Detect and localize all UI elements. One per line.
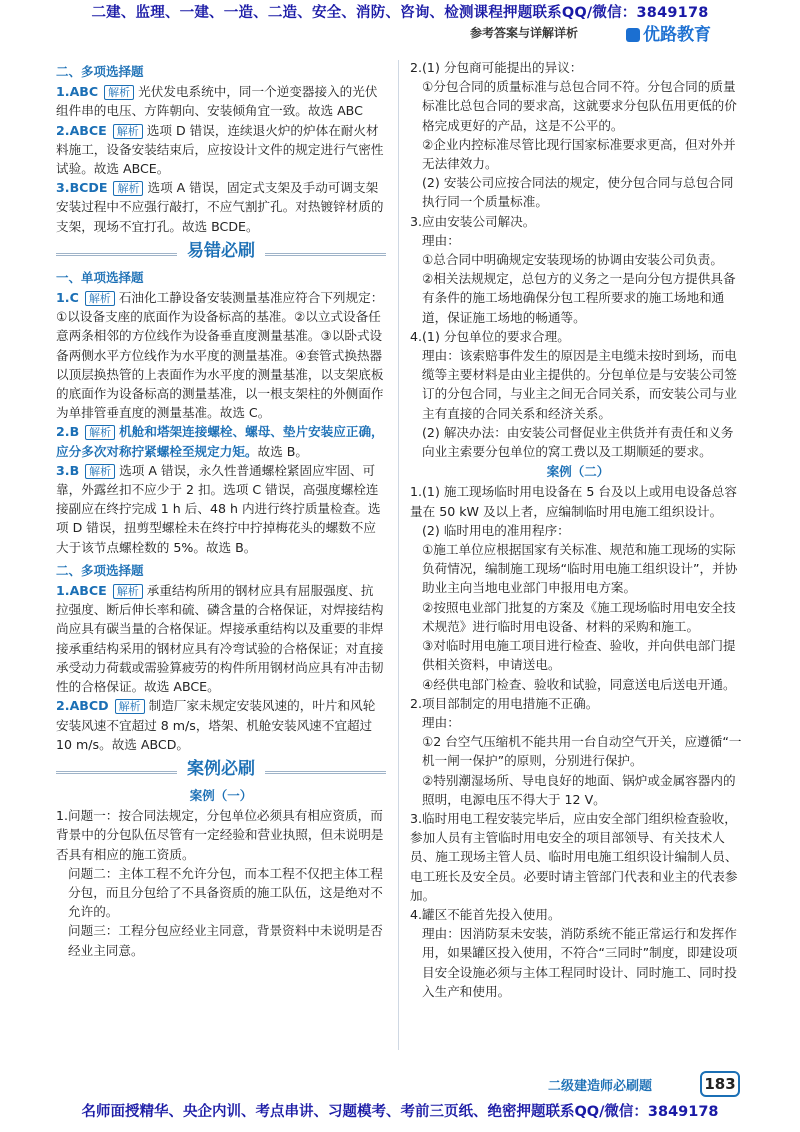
analysis-text: 故选 B。 <box>257 443 308 459</box>
case-paragraph: 4.罐区不能首先投入使用。 <box>410 906 561 922</box>
column-divider <box>398 60 399 1050</box>
answer-key: B <box>69 424 80 440</box>
answer-item <box>56 581 386 696</box>
analysis-text: 石油化工静设备安装测量基准应符合下列规定：①以设备支座的底面作为设备标高的基准。②以立式设备任意两条相邻的方位线作为设备垂直度测量基准。③以卧式设备两侧水平方位线作为水平度的测量基准。④套管式换热器以顶层换热管的上表面作为水平度的测量基准，以支架底板的底面作为设备标高的测量基准，以一根支架柱的外侧面作为单排管垂直度的测量基准。故选 C。 <box>56 290 384 421</box>
case-paragraph: 2.(1) 分包商可能提出的异议： <box>410 60 583 75</box>
case-paragraph: 理由：因消防泵未安装，消防系统不能正常运行和发挥作用，如果罐区投入使用，不符合“三同时”制度，即建设项目安全设施必须与主体工程同时设计、同时施工、同时投入生产和使用。 <box>422 926 738 999</box>
section-heading: 二、多项选择题 <box>56 64 144 79</box>
banner-title: 易错必刷 <box>177 241 265 261</box>
case-paragraph: ②企业内控标准尽管比现行国家标准要求更高，但对外并无法律效力。 <box>422 136 736 172</box>
answer-item <box>56 461 386 557</box>
analysis-tag: 解析 <box>85 464 115 479</box>
answer-key: B <box>69 462 80 478</box>
left-column <box>56 58 386 960</box>
answer-key: ABCE <box>69 122 107 138</box>
header-subtitle: 参考答案与详解详析 <box>470 26 579 40</box>
case-paragraph: ②按照电业部门批复的方案及《施工现场临时用电安全技术规范》进行临时用电设备、材料的采购和施工。 <box>422 599 736 634</box>
banner-title: 案例必刷 <box>177 759 265 779</box>
bottom-promo-banner: 名师面授精华、央企内训、考点串讲、习题模考、考前三页纸、绝密押题联系QQ/微信：3849178 <box>81 1104 719 1120</box>
case-paragraph: ①2 台空气压缩机不能共用一台自动空气开关，应遵循“一机一闸一保护”的原则，分别进行保护。 <box>422 734 742 769</box>
section-banner <box>56 242 386 264</box>
case-paragraph: ②特别潮湿场所、导电良好的地面、锅炉或金属容器内的照明，电源电压不得大于 12 V。 <box>422 772 736 807</box>
logo-mark-icon <box>626 28 640 42</box>
answer-key: ABCD <box>69 698 109 714</box>
analysis-text: 选项 A 错误，固定式支架及手动可调支架安装过程中不应强行敲打，不应气割扩孔。对热镀锌材质的支架，现场不宜打孔。故选 BCDE。 <box>56 180 384 234</box>
section-heading: 一、单项选择题 <box>56 269 144 285</box>
case-paragraph: ④经供电部门检查、验收和试验，同意送电后送电开通。 <box>422 676 736 692</box>
answer-item <box>56 82 386 120</box>
case-paragraph: ①施工单位应根据国家有关标准、规范和施工现场的实际负荷情况，编制施工现场“临时用电施工组织设计”，并协助业主向当地电业部门申报用电方案。 <box>422 542 738 596</box>
case-paragraph: ①总合同中明确规定安装现场的协调由安装公司负责。 <box>422 252 723 268</box>
analysis-text: 选项 A 错误，永久性普通螺栓紧固应牢固、可靠，外露丝扣不应少于 2 扣。选项 C 错误，高强度螺栓连接副应在终拧完成 1 h 后、48 h 内进行终拧质量检查。选项 D 错误，扭剪型螺栓未在终拧中拧掉梅花头的螺数不应大于该节点螺栓数的 5%。故选 B。 <box>56 462 381 555</box>
analysis-tag: 解析 <box>113 584 143 599</box>
case-paragraph: 2.项目部制定的用电措施不正确。 <box>410 695 599 711</box>
analysis-text: 承重结构所用的钢材应具有屈服强度、抗拉强度、断后伸长率和硫、磷含量的合格保证，对焊接结构尚应具有碳当量的合格保证。焊接承重结构以及重要的非焊接承重结构采用的钢材应具有冷弯试验的合格保证；对直接承受动力荷载或需验算疲劳的构件所用钢材尚应具有冲击韧性的合格保证。故选 ABCE。 <box>56 583 384 695</box>
analysis-text: 光伏发电系统中，同一个逆变器接入的光伏组件串的电压、方阵朝向、安装倾角宜一致。故选 ABC <box>56 84 378 119</box>
case-paragraph: 3.临时用电工程安装完毕后，应由安全部门组织检查验收，参加人员有主管临时用电安全的项目部领导、有关技术人员、施工现场主管人员、临时用电施工组织设计编制人员、电工班长及安全员。必要时请主管部门代表和业主的代表参加。 <box>410 810 738 903</box>
item-number: 3. <box>56 180 70 196</box>
case-heading: 案例（一） <box>189 787 253 803</box>
item-number: 2. <box>56 698 70 714</box>
analysis-tag: 解析 <box>115 699 145 714</box>
case-paragraph: (2) 解决办法：由安装公司督促业主供货并有责任和义务向业主索要分包单位的窝工费以及工期顺延的要求。 <box>422 424 734 460</box>
case-paragraph: ①分包合同的质量标准与总包合同不符。分包合同的质量标准比总包合同的要求高，这就要求分包队伍用更低的价格完成更好的产品，这是不公平的。 <box>422 79 737 133</box>
case-paragraph: 问题二：主体工程不允许分包，而本工程不仅把主体工程分包，而且分包给了不具备资质的施工队伍，这是绝对不允许的。 <box>68 865 383 920</box>
publisher-logo <box>626 20 711 45</box>
analysis-tag: 解析 <box>85 425 115 440</box>
answer-key: BCDE <box>69 180 108 196</box>
case-paragraph: 理由：该索赔事件发生的原因是主电缆未按时到场，而电缆等主要材料是由业主提供的。分包单位是与安装公司签订的分包合同，与业主之间无合同关系，而安装公司与业主有直接的合同关系和经济关系。 <box>422 348 737 421</box>
analysis-tag: 解析 <box>104 85 134 100</box>
analysis-tag: 解析 <box>85 291 115 306</box>
case-paragraph: ②相关法规规定，总包方的义务之一是向分包方提供具备有条件的施工场地确保分包工程所要求的施工场地和通道，保证施工场地的畅通等。 <box>422 271 736 325</box>
case-paragraph: (2) 临时用电的准用程序： <box>422 522 570 538</box>
section-banner <box>56 760 386 782</box>
case-paragraph: (2) 安装公司应按合同法的规定，使分包合同与总包合同执行同一个质量标准。 <box>422 175 734 210</box>
right-column <box>410 58 746 1001</box>
analysis-text: 制造厂家未规定安装风速的，叶片和风轮安装风速不宜超过 8 m/s，塔架、机舱安装风速不宜超过 10 m/s。故选 ABCD。 <box>56 698 376 752</box>
item-number: 1. <box>56 290 70 306</box>
analysis-tag: 解析 <box>113 124 143 139</box>
answer-item <box>56 121 386 179</box>
top-promo-banner: 二建、监理、一建、一造、二造、安全、消防、咨询、检测课程押题联系QQ/微信：3849178 <box>91 5 709 21</box>
case-paragraph: 3.应由安装公司解决。 <box>410 213 536 229</box>
book-title-footer: 二级建造师必刷题 <box>548 1079 653 1094</box>
case-paragraph: 问题三：工程分包应经业主同意，背景资料中未说明是否经业主同意。 <box>68 923 383 958</box>
answer-key: C <box>69 290 79 306</box>
item-number: 1. <box>56 583 70 599</box>
answer-key: ABCE <box>69 583 107 599</box>
logo-text: 优路教育 <box>643 25 711 45</box>
analysis-tag: 解析 <box>113 181 143 196</box>
case-paragraph: 4.(1) 分包单位的要求合理。 <box>410 328 570 344</box>
answer-item <box>56 696 386 754</box>
case-paragraph: 1.问题一：按合同法规定，分包单位必须具有相应资质，而背景中的分包队伍尽管有一定经验和营业执照，但未说明是否具有相应的施工资质。 <box>56 808 384 862</box>
item-number: 3. <box>56 462 70 478</box>
answer-key: ABC <box>69 84 99 100</box>
section-heading: 二、多项选择题 <box>56 562 144 578</box>
case-paragraph: 1.(1) 施工现场临时用电设备在 5 台及以上或用电设备总容量在 50 kW 及以上者，应编制临时用电施工组织设计。 <box>410 484 737 519</box>
answer-item <box>56 178 386 236</box>
case-heading: 案例（二） <box>546 464 610 480</box>
analysis-text: 选项 D 错误，连续退火炉的炉体在耐火材料施工，设备安装结束后，应按设计文件的规定进行气密性试验。故选 ABCE。 <box>56 122 384 177</box>
item-number: 1. <box>56 84 70 100</box>
highlighted-text: 机舱和塔架连接螺栓、螺母、垫片安装应正确，应分多次对称拧紧螺栓至规定力矩。 <box>56 424 384 459</box>
answer-item <box>56 422 386 460</box>
item-number: 2. <box>56 424 70 440</box>
page-number: 183 <box>700 1071 740 1097</box>
answer-item <box>56 288 386 422</box>
case-paragraph: 理由： <box>422 232 460 248</box>
case-paragraph: ③对临时用电施工项目进行检查、验收，并向供电部门提供相关资料，申请送电。 <box>422 638 736 673</box>
item-number: 2. <box>56 122 70 138</box>
case-paragraph: 理由： <box>422 714 460 730</box>
